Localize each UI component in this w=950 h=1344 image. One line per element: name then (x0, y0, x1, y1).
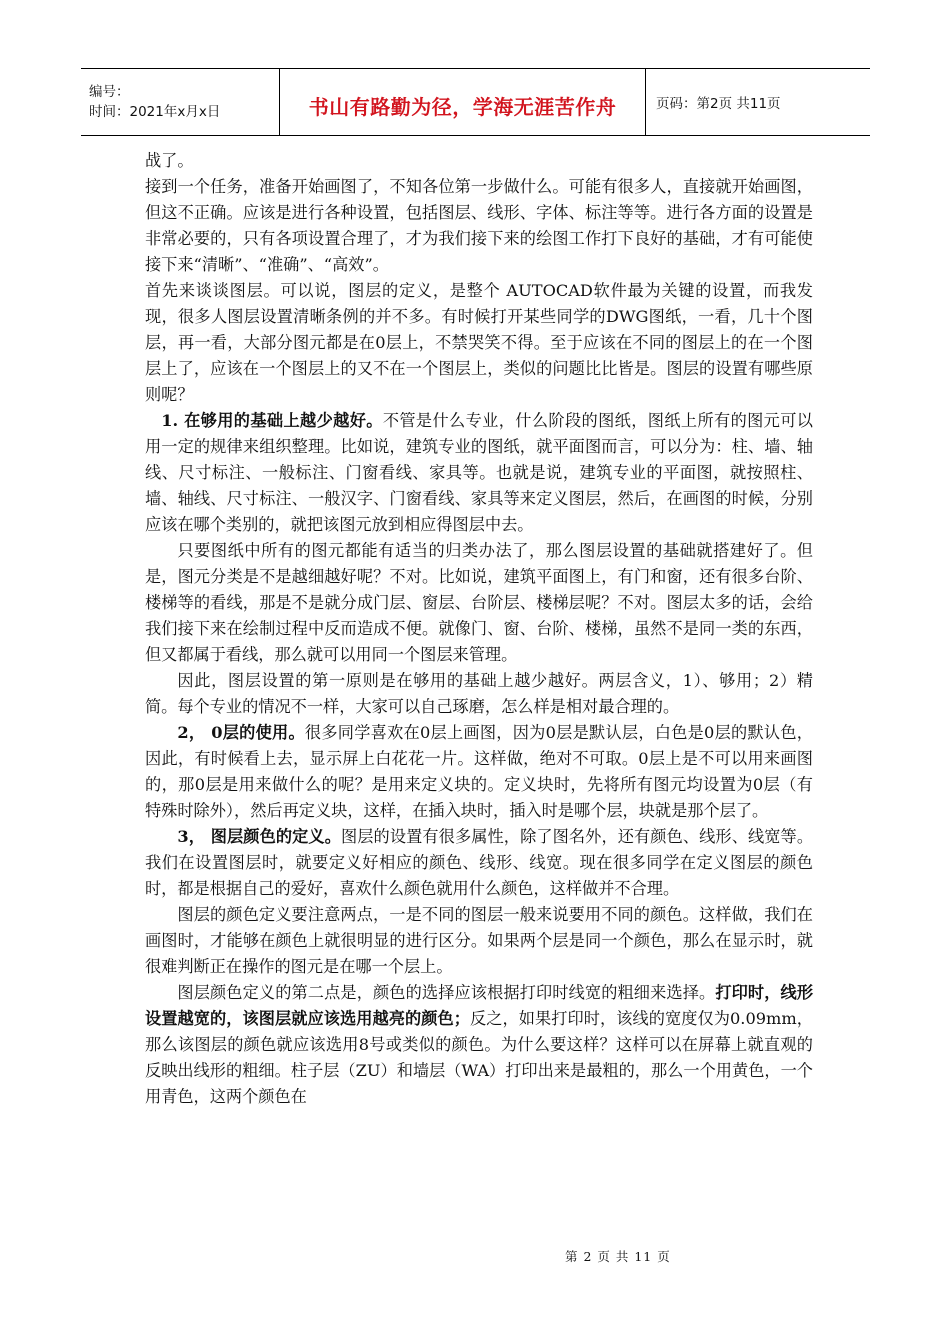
paragraph-text: 图层颜色定义的第二点是，颜色的选择应该根据打印时线宽的粗细来选择。 (177, 983, 716, 1002)
paragraph-text: 接到一个任务，准备开始画图了，不知各位第一步做什么。可能有很多人，直接就开始画图，但这不正确。应该是进行各种设置，包括图层、线形、字体、标注等等。进行各方面的设置是非常必要的，只有各项设置合理了，才为我们接下来的绘图工作打下良好的基础，才有可能使接下来“清晰”、“准确”、“高效”。 (145, 177, 813, 274)
paragraph-text: 战了。 (145, 151, 194, 170)
paragraph-text: 图层的设置有很多属性，除了图名外，还有颜色、线形、线宽等。我们在设置图层时，就要定义好相应的颜色、线形、线宽。现在很多同学在定义图层的颜色时，都是根据自己的爱好，喜欢什么颜色就用什么颜色，这样做并不合理。 (145, 827, 814, 898)
paragraph (145, 980, 813, 1110)
bold-text: 1. 在够用的基础上越少越好。 (161, 411, 383, 430)
doc-date: 时间：2021年x月x日 (89, 104, 221, 120)
page-footer: 第 2 页 共 11 页 (565, 1249, 671, 1264)
paragraph-text: 很多同学喜欢在0层上画图，因为0层是默认层，白色是0层的默认色，因此，有时候看上去，显示屏上白花花一片。这样做，绝对不可取。0层上是不可以用来画图的，那0层是用来做什么的呢？是用来定义块的。定义块时，先将所有图元均设置为0层（有特殊时除外），然后再定义块，这样，在插入块时，插入时是哪个层，块就是那个层了。 (145, 723, 813, 820)
header-motto: 书山有路勤为径，学海无涯苦作舟 (308, 94, 617, 119)
bold-text: 打印时，线形设置越宽的，该图层就应该选用越亮的颜色； (145, 983, 814, 1028)
paragraph-text: 只要图纸中所有的图元都能有适当的归类办法了，那么图层设置的基础就搭建好了。但是，图元分类是不是越细越好呢？不对。比如说，建筑平面图上，有门和窗，还有很多台阶、楼梯等的看线，那是不是就分成门层、窗层、台阶层、楼梯层呢？不对。图层太多的话，会给我们接下来在绘制过程中反而造成不便。就像门、窗、台阶、楼梯，虽然不是同一类的东西，但又都属于看线，那么就可以用同一个图层来管理。 (145, 541, 813, 664)
paragraph (145, 148, 813, 174)
paragraph-text: 首先来谈谈图层。可以说，图层的定义，是整个 AUTOCAD软件最为关键的设置，而我发现，很多人图层设置清晰条例的并不多。有时候打开某些同学的DWG图纸，一看，几十个图层，再一看，大部分图元都是在0层上，不禁哭笑不得。至于应该在不同的图层上的在一个图层上了，应该在一个图层上的又不在一个图层上，类似的问题比比皆是。图层的设置有哪些原则呢？ (145, 281, 813, 404)
paragraph (145, 902, 813, 980)
doc-number: 编号： (89, 84, 130, 100)
paragraph-text: 图层的颜色定义要注意两点，一是不同的图层一般来说要用不同的颜色。这样做，我们在画图时，才能够在颜色上就很明显的进行区分。如果两个层是同一个颜色，那么在显示时，就很难判断正在操作的图元是在哪一个层上。 (145, 905, 813, 976)
paragraph (145, 538, 813, 668)
header-page-info: 页码：第2页 共11页 (656, 96, 781, 112)
paragraph-text: 不管是什么专业，什么阶段的图纸，图纸上所有的图元可以用一定的规律来组织整理。比如说，建筑专业的图纸，就平面图而言，可以分为：柱、墙、轴线、尺寸标注、一般标注、门窗看线、家具等。也就是说，建筑专业的平面图，就按照柱、墙、轴线、尺寸标注、一般汉字、门窗看线、家具等来定义图层，然后，在画图的时候，分别应该在哪个类别的，就把该图元放到相应得图层中去。 (145, 411, 813, 534)
page-header (81, 68, 870, 136)
paragraph (145, 720, 813, 824)
bold-text: 2， 0层的使用。 (177, 723, 305, 742)
paragraph (145, 278, 813, 408)
paragraph-text: 因此，图层设置的第一原则是在够用的基础上越少越好。两层含义，1）、够用；2）精简。每个专业的情况不一样，大家可以自己琢磨，怎么样是相对最合理的。 (145, 671, 813, 716)
paragraph-text: 反之，如果打印时，该线的宽度仅为0.09mm，那么该图层的颜色就应该选用8号或类似的颜色。为什么要这样？这样可以在屏幕上就直观的反映出线形的粗细。柱子层（ZU）和墙层（WA）打印出来是最粗的，那么一个用黄色，一个用青色，这两个颜色在 (145, 1009, 813, 1106)
paragraph (145, 408, 813, 538)
bold-text: 3， 图层颜色的定义。 (177, 827, 341, 846)
paragraph (145, 824, 813, 902)
paragraph (145, 668, 813, 720)
header-motto-cell (279, 69, 646, 135)
paragraph (145, 174, 813, 278)
header-meta (81, 69, 279, 135)
document-body (145, 148, 813, 1110)
header-page-cell (646, 69, 781, 135)
